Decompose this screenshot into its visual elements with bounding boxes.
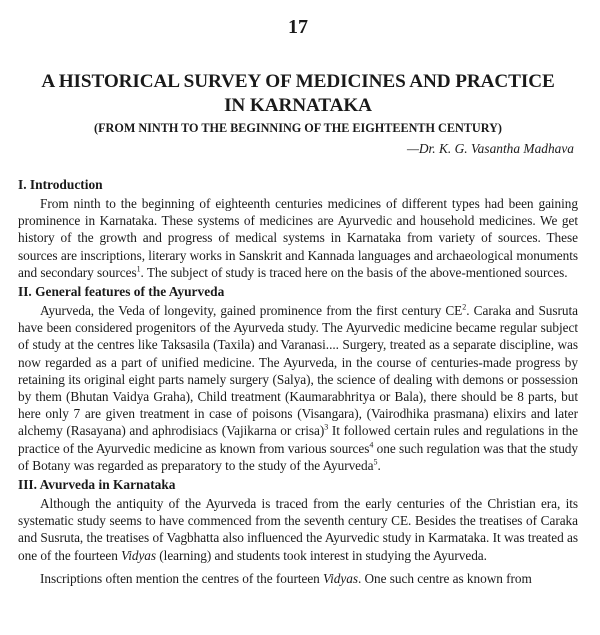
paragraph-ayurveda-in-karnataka-1 bbox=[18, 495, 578, 564]
section-heading-introduction: I. Introduction bbox=[18, 177, 103, 192]
footnote-ref: 3 bbox=[324, 423, 329, 433]
author-byline: —Dr. K. G. Vasantha Madhava bbox=[406, 141, 574, 156]
text-run: Ayurveda, the Veda of longevity, gained prominence from the first century CE bbox=[40, 303, 463, 319]
footnote-ref: 4 bbox=[369, 440, 374, 450]
footnote-ref: 2 bbox=[462, 302, 467, 312]
text-run: It followed certain rules and regulations in the practice of the Ayurvedic medicine as known from various sources bbox=[18, 423, 578, 456]
paragraph-general-features bbox=[18, 302, 578, 474]
chapter-title-line2: IN KARNATAKA bbox=[224, 95, 372, 116]
text-run: From ninth to the beginning of eighteenth centuries medicines of different types had been gaining prominence in Karnataka. These systems of medicines are Ayurvedic and household medicines. We get history of the growth and progress of medical systems in Karnataka from variety of sources. These sources are inscriptions, literary works in Sanskrit and Kannada languages and archaeological monuments and secondary sources bbox=[18, 196, 578, 280]
paragraph-ayurveda-in-karnataka-2 bbox=[18, 570, 578, 587]
emphasis: Vidyas bbox=[323, 570, 358, 586]
chapter-title bbox=[18, 70, 578, 118]
chapter-number: 17 bbox=[288, 16, 308, 38]
emphasis: Vidyas bbox=[121, 547, 157, 563]
text-run: . bbox=[377, 457, 381, 473]
text-run: (learning) and students took interest in studying the Ayurveda. bbox=[156, 547, 487, 563]
text-run: one such regulation was that the study of Botany was regarded as preparatory to the study of the Ayurveda bbox=[18, 440, 578, 473]
text-run: . One such centre as known from bbox=[357, 570, 532, 586]
paragraph-introduction bbox=[18, 195, 578, 281]
text-run: Inscriptions often mention the centres of the fourteen bbox=[40, 570, 324, 586]
text-run: . Caraka and Susruta have been considered progenitors of the Ayurveda study. The Ayurvedic medicine became regular subject of study at the centres like Taksasila (Taxila) and Varanasi.... Surgery, treated as a separate discipline, was now regarded as a part of unified medicine. The Ayurveda, in the course of centuries-made progress by retaining its original eight parts namely surgery (Salya), the science of dealing with demons or possession by them (Bhutan Vaidya Graha), Child treatment (Kaumarabhritya or Bala), there should be 8 parts, but here only 7 are given treatment in case of poisons (Visangara), (Vairodhika prasmana) elixirs and later alchemy (Rasayana) and aphrodisiacs (Vajikarna or crisa) bbox=[18, 303, 578, 439]
footnote-ref: 1 bbox=[136, 264, 141, 274]
text-run: . The subject of study is traced here on the basis of the above-mentioned sources. bbox=[140, 264, 568, 280]
footnote-ref: 5 bbox=[373, 457, 378, 467]
chapter-title-line1: A HISTORICAL SURVEY OF MEDICINES AND PRACTICE bbox=[41, 71, 555, 92]
chapter-subtitle: (FROM NINTH TO THE BEGINNING OF THE EIGHTEENTH CENTURY) bbox=[94, 121, 502, 135]
text-run: Although the antiquity of the Ayurveda is traced from the early centuries of the Christian era, its systematic study seems to have commenced from the seventh century CE. Besides the treatises of Caraka and Susruta, the treatises of Vagbhatta also influenced the Ayurvedic study in Karmataka. It was treated as one of the fourteen bbox=[18, 496, 578, 563]
section-heading-general-features: II. General features of the Ayurveda bbox=[18, 284, 225, 300]
section-heading-ayurveda-in-karnataka: III. Avurveda in Karnataka bbox=[18, 477, 176, 493]
